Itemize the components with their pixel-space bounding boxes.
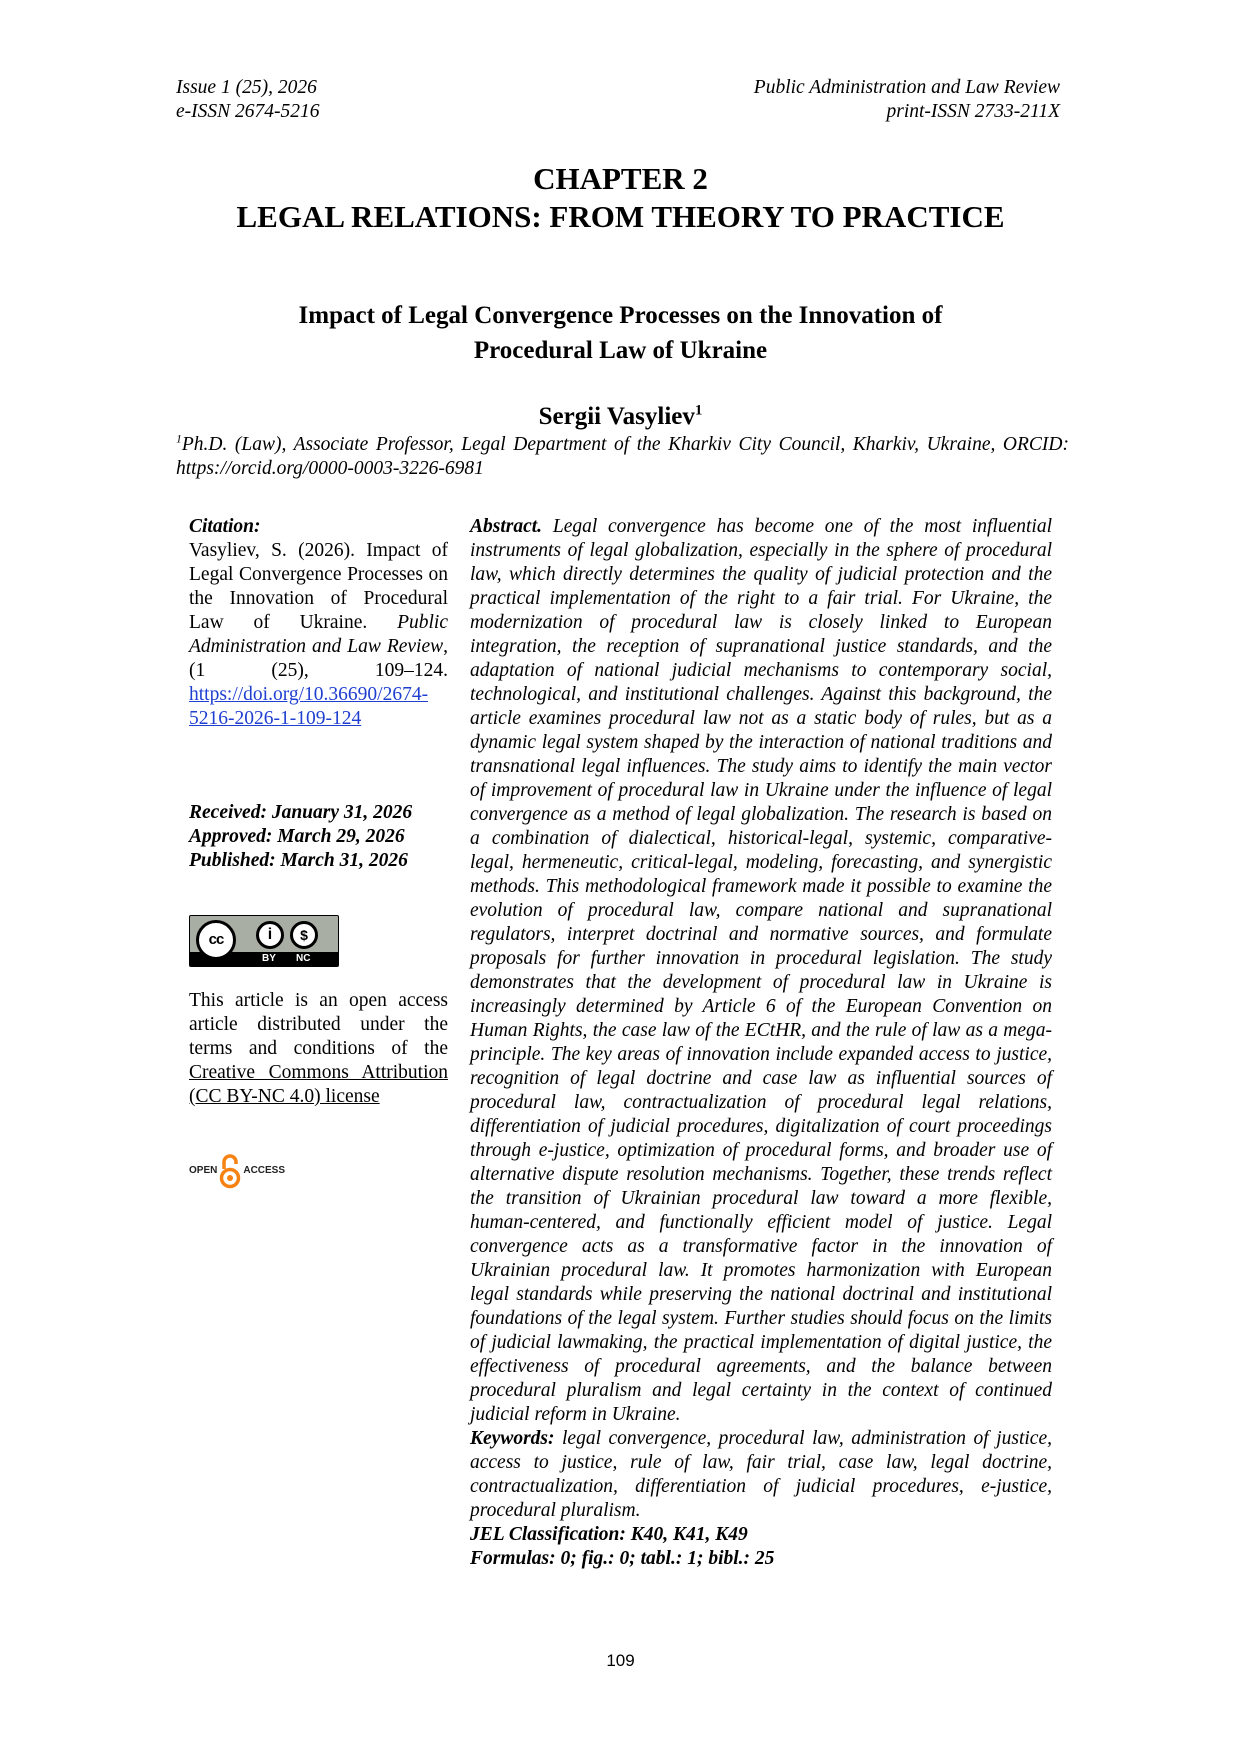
open-access-logo-access: ACCESS xyxy=(243,1165,286,1176)
citation-body: Vasyliev, S. (2026). Impact of Legal Convergence Processes on the Innovation of Procedural Law of Ukraine. xyxy=(189,540,448,633)
abstract-column xyxy=(470,515,1052,1571)
running-header-right xyxy=(754,76,1060,124)
citation-volume-pages: , (1 (25), 109–124. xyxy=(189,636,448,681)
article-title-line-2: Procedural Law of Ukraine xyxy=(473,337,768,364)
doi-link[interactable]: https://doi.org/10.36690/2674-5216-2026-1-109-124 xyxy=(189,684,429,729)
citation-label: Citation: xyxy=(189,516,261,537)
open-access-logo xyxy=(189,1151,448,1191)
author-affiliation xyxy=(176,433,1069,481)
open-lock-icon xyxy=(219,1153,241,1189)
citation-journal: Public Administration and Law Review xyxy=(189,612,448,657)
jel-classification: JEL Classification: K40, K41, K49 xyxy=(470,1524,748,1545)
author-superscript: 1 xyxy=(694,402,703,419)
author-block xyxy=(0,402,1241,432)
eissn-label: e-ISSN 2674-5216 xyxy=(176,101,320,122)
author-name: Sergii Vasyliev xyxy=(538,403,695,430)
abstract-label: Abstract. xyxy=(470,516,543,537)
open-access-statement xyxy=(189,989,448,1109)
sidebar-column xyxy=(189,515,448,1191)
received-date: Received: January 31, 2026 xyxy=(189,802,413,823)
running-header-left xyxy=(176,76,320,124)
affiliation-superscript: 1 xyxy=(176,432,182,446)
license-link[interactable]: Creative Commons Attribution (CC BY-NC 4.0) license xyxy=(189,1062,448,1107)
approved-date: Approved: March 29, 2026 xyxy=(189,826,405,847)
abstract-paragraph xyxy=(470,515,1052,1427)
creative-commons-icon: cc xyxy=(196,920,236,960)
chapter-number: CHAPTER 2 xyxy=(533,161,708,196)
publication-dates xyxy=(189,801,448,873)
journal-name: Public Administration and Law Review xyxy=(753,77,1060,98)
article-title xyxy=(150,298,1091,368)
chapter-title: LEGAL RELATIONS: FROM THEORY TO PRACTICE xyxy=(236,199,1005,234)
affiliation-text: Ph.D. (Law), Associate Professor, Legal Department of the Kharkiv City Council, Kharkiv, Ukraine, ORCID: https://orcid.org/0000-0003-3226-6981 xyxy=(176,434,1069,479)
open-access-logo-open: OPEN xyxy=(189,1165,218,1176)
keywords-text: legal convergence, procedural law, administration of justice, access to justice, rule of law, fair trial, case law, legal doctrine, contractualization, differentiation of judicial procedures, e-justice, procedural pluralism. xyxy=(470,1428,1052,1521)
badge-by-label: BY xyxy=(262,953,276,964)
non-commercial-dollar-icon: $ xyxy=(290,921,318,949)
pissn-label: print-ISSN 2733-211X xyxy=(886,101,1060,122)
published-date: Published: March 31, 2026 xyxy=(189,850,408,871)
chapter-heading xyxy=(0,160,1241,236)
cc-by-nc-license-badge[interactable] xyxy=(189,915,339,967)
article-title-line-1: Impact of Legal Convergence Processes on the Innovation of xyxy=(298,302,943,329)
attribution-person-icon: i xyxy=(256,921,284,949)
issue-label: Issue 1 (25), 2026 xyxy=(176,77,317,98)
keywords-label: Keywords: xyxy=(470,1428,555,1449)
abstract-text: Legal convergence has become one of the most influential instruments of legal globalization, especially in the sphere of procedural law, which directly determines the quality of judicial protection and the practical implementation of the right to a fair trial. For Ukraine, the modernization of procedural law is closely linked to European integration, the reception of supranational justice standards, and the adaptation of national judicial mechanisms to contemporary social, technological, and institutional challenges. Against this background, the article examines procedural law not as a static body of rules, but as a dynamic legal system shaped by the interaction of national traditions and transnational legal influences. The study aims to identify the main vector of improvement of procedural law in Ukraine under the influence of legal convergence as a method of legal globalization. The research is based on a combination of dialectical, historical-legal, systemic, comparative-legal, hermeneutic, critical-legal, modeling, forecasting, and synergistic methods. This methodological framework made it possible to examine the evolution of procedural law, compare national and supranational regulators, interpret doctrinal and normative sources, and formulate proposals for further innovation in procedural legislation. The study demonstrates that the development of procedural law in Ukraine is increasingly determined by Article 6 of the European Convention on Human Rights, the case law of the ECtHR, and the rule of law as a mega-principle. The key areas of innovation include expanded access to justice, recognition of legal doctrine and case law as influential sources of procedural law, contractualization of procedural legal relations, differentiation of judicial procedures, digitalization of court proceedings through e-justice, optimization of procedural forms, and broader use of alternative dispute resolution mechanisms. Together, these trends reflect the transition of Ukrainian procedural law toward a more flexible, human-centered, and functionally efficient model of justice. Legal convergence acts as a transformative factor in the innovation of Ukrainian procedural law. It promotes harmonization with European legal standards while preserving the national doctrinal and institutional foundations of the legal system. Further studies should focus on the limits of judicial lawmaking, the practical implementation of digital justice, the effectiveness of procedural agreements, and the balance between procedural pluralism and legal certainty in the context of continued judicial reform in Ukraine. xyxy=(470,516,1053,1425)
keywords-paragraph xyxy=(470,1427,1052,1523)
open-access-text: This article is an open access article distributed under the terms and conditions of the xyxy=(189,990,448,1059)
page-number: 109 xyxy=(606,1651,635,1670)
badge-nc-label: NC xyxy=(296,953,311,964)
citation-text xyxy=(189,539,448,731)
formulas-count: Formulas: 0; fig.: 0; tabl.: 1; bibl.: 25 xyxy=(470,1548,775,1569)
